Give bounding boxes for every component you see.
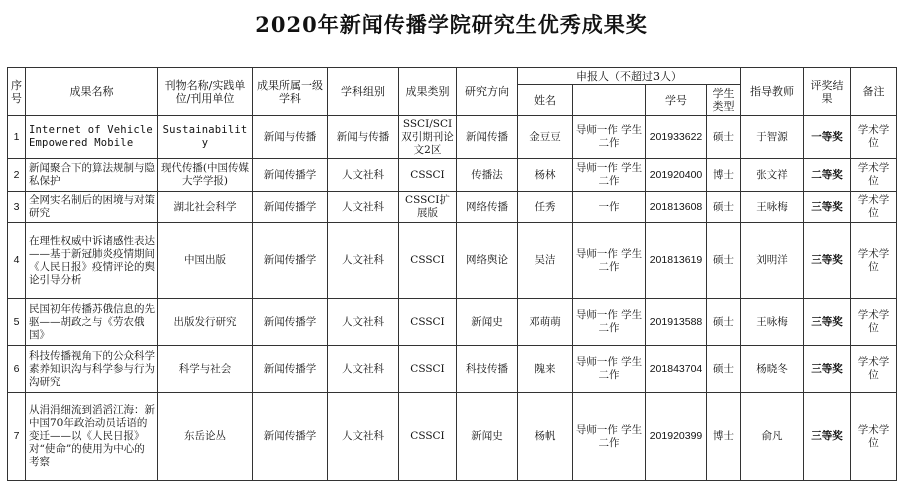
journal-name: Sustainability <box>158 116 253 159</box>
research-direction: 传播法 <box>457 159 518 192</box>
table-row <box>8 223 897 299</box>
header-note: 备注 <box>851 68 897 116</box>
advisor: 刘明洋 <box>741 223 804 299</box>
note: 学术学位 <box>851 159 897 192</box>
achievement-name: 全网实名制后的困境与对策研究 <box>26 192 158 223</box>
advisor: 俞凡 <box>741 393 804 481</box>
achievement-name: 民国初年传播苏俄信息的先驱——胡政之与《劳农俄国》 <box>26 299 158 346</box>
subject-group: 人文社科 <box>328 346 399 393</box>
applicant-name: 邓萌萌 <box>518 299 573 346</box>
applicant-name: 杨林 <box>518 159 573 192</box>
advisor: 王咏梅 <box>741 299 804 346</box>
row-no: 3 <box>8 192 26 223</box>
applicant-name: 金豆豆 <box>518 116 573 159</box>
achievement-category: SSCI/SCI双引期刊论文2区 <box>399 116 457 159</box>
award-result: 三等奖 <box>804 299 851 346</box>
header-no: 序号 <box>8 68 26 116</box>
header-category: 成果类别 <box>399 68 457 116</box>
journal-name: 出版发行研究 <box>158 299 253 346</box>
header-group: 学科组别 <box>328 68 399 116</box>
note: 学术学位 <box>851 299 897 346</box>
discipline: 新闻传播学 <box>253 159 328 192</box>
header-applicant-group: 申报人（不超过3人） <box>518 68 741 85</box>
header-applicant-name: 姓名 <box>518 85 573 116</box>
header-advisor: 指导教师 <box>741 68 804 116</box>
header-student-id: 学号 <box>646 85 707 116</box>
award-result: 三等奖 <box>804 346 851 393</box>
subject-group: 人文社科 <box>328 299 399 346</box>
student-type: 硕士 <box>707 116 741 159</box>
note: 学术学位 <box>851 393 897 481</box>
student-type: 硕士 <box>707 192 741 223</box>
achievement-name: 新闻聚合下的算法规制与隐私保护 <box>26 159 158 192</box>
discipline: 新闻传播学 <box>253 299 328 346</box>
student-type: 博士 <box>707 393 741 481</box>
award-result: 二等奖 <box>804 159 851 192</box>
row-no: 5 <box>8 299 26 346</box>
journal-name: 东岳论丛 <box>158 393 253 481</box>
award-result: 一等奖 <box>804 116 851 159</box>
header-journal: 刊物名称/实践单位/刊用单位 <box>158 68 253 116</box>
research-direction: 网络传播 <box>457 192 518 223</box>
subject-group: 人文社科 <box>328 159 399 192</box>
award-result: 三等奖 <box>804 393 851 481</box>
applicant-name: 隗来 <box>518 346 573 393</box>
row-no: 2 <box>8 159 26 192</box>
table-row <box>8 192 897 223</box>
applicant-role: 导师一作 学生二作 <box>573 346 646 393</box>
advisor: 杨晓冬 <box>741 346 804 393</box>
page-title: 2020年新闻传播学院研究生优秀成果奖 <box>255 12 648 37</box>
applicant-role: 导师一作 学生二作 <box>573 159 646 192</box>
applicant-name: 杨帆 <box>518 393 573 481</box>
subject-group: 人文社科 <box>328 192 399 223</box>
advisor: 张文祥 <box>741 159 804 192</box>
student-id: 201813619 <box>646 223 707 299</box>
note: 学术学位 <box>851 116 897 159</box>
achievement-category: CSSCI <box>399 223 457 299</box>
award-result: 三等奖 <box>804 223 851 299</box>
achievement-category: CSSCI <box>399 393 457 481</box>
header-name: 成果名称 <box>26 68 158 116</box>
discipline: 新闻传播学 <box>253 346 328 393</box>
student-type: 硕士 <box>707 346 741 393</box>
journal-name: 现代传播(中国传媒大学学报) <box>158 159 253 192</box>
row-no: 4 <box>8 223 26 299</box>
student-id: 201933622 <box>646 116 707 159</box>
applicant-role: 导师一作 学生二作 <box>573 299 646 346</box>
student-id: 201913588 <box>646 299 707 346</box>
research-direction: 新闻传播 <box>457 116 518 159</box>
advisor: 王咏梅 <box>741 192 804 223</box>
research-direction: 科技传播 <box>457 346 518 393</box>
note: 学术学位 <box>851 346 897 393</box>
achievement-category: CSSCI <box>399 346 457 393</box>
research-direction: 网络舆论 <box>457 223 518 299</box>
subject-group: 新闻与传播 <box>328 116 399 159</box>
header-discipline: 成果所属一级学科 <box>253 68 328 116</box>
header-applicant-role <box>573 85 646 116</box>
subject-group: 人文社科 <box>328 223 399 299</box>
applicant-role: 导师一作 学生二作 <box>573 223 646 299</box>
achievement-name: 科技传播视角下的公众科学素养知识沟与科学参与行为沟研究 <box>26 346 158 393</box>
applicant-name: 吴洁 <box>518 223 573 299</box>
achievement-category: CSSCI扩展版 <box>399 192 457 223</box>
subject-group: 人文社科 <box>328 393 399 481</box>
student-type: 硕士 <box>707 223 741 299</box>
advisor: 于智源 <box>741 116 804 159</box>
student-id: 201843704 <box>646 346 707 393</box>
journal-name: 科学与社会 <box>158 346 253 393</box>
applicant-role: 导师一作 学生二作 <box>573 116 646 159</box>
achievement-name: Internet of Vehicle Empowered Mobile <box>26 116 158 159</box>
award-result: 三等奖 <box>804 192 851 223</box>
student-id: 201813608 <box>646 192 707 223</box>
research-direction: 新闻史 <box>457 393 518 481</box>
student-type: 博士 <box>707 159 741 192</box>
achievement-category: CSSCI <box>399 299 457 346</box>
achievement-name: 从涓涓细流到滔滔江海：新中国70年政治动员话语的变迁——以《人民日报》对“使命”的使用为中心的考察 <box>26 393 158 481</box>
journal-name: 中国出版 <box>158 223 253 299</box>
applicant-role: 一作 <box>573 192 646 223</box>
row-no: 6 <box>8 346 26 393</box>
row-no: 7 <box>8 393 26 481</box>
table-row <box>8 159 897 192</box>
research-direction: 新闻史 <box>457 299 518 346</box>
achievement-name: 在理性权威中诉诸感性表达——基于新冠肺炎疫情期间《人民日报》疫情评论的舆论引导分析 <box>26 223 158 299</box>
applicant-name: 任秀 <box>518 192 573 223</box>
applicant-role: 导师一作 学生二作 <box>573 393 646 481</box>
table-row <box>8 393 897 481</box>
student-id: 201920399 <box>646 393 707 481</box>
discipline: 新闻传播学 <box>253 192 328 223</box>
note: 学术学位 <box>851 223 897 299</box>
discipline: 新闻传播学 <box>253 223 328 299</box>
journal-name: 湖北社会科学 <box>158 192 253 223</box>
student-id: 201920400 <box>646 159 707 192</box>
header-direction: 研究方向 <box>457 68 518 116</box>
achievement-category: CSSCI <box>399 159 457 192</box>
table-row <box>8 299 897 346</box>
student-type: 硕士 <box>707 299 741 346</box>
discipline: 新闻与传播 <box>253 116 328 159</box>
note: 学术学位 <box>851 192 897 223</box>
table-row <box>8 116 897 159</box>
header-result: 评奖结果 <box>804 68 851 116</box>
awards-table <box>7 67 897 481</box>
table-row <box>8 346 897 393</box>
discipline: 新闻传播学 <box>253 393 328 481</box>
row-no: 1 <box>8 116 26 159</box>
header-student-type: 学生类型 <box>707 85 741 116</box>
